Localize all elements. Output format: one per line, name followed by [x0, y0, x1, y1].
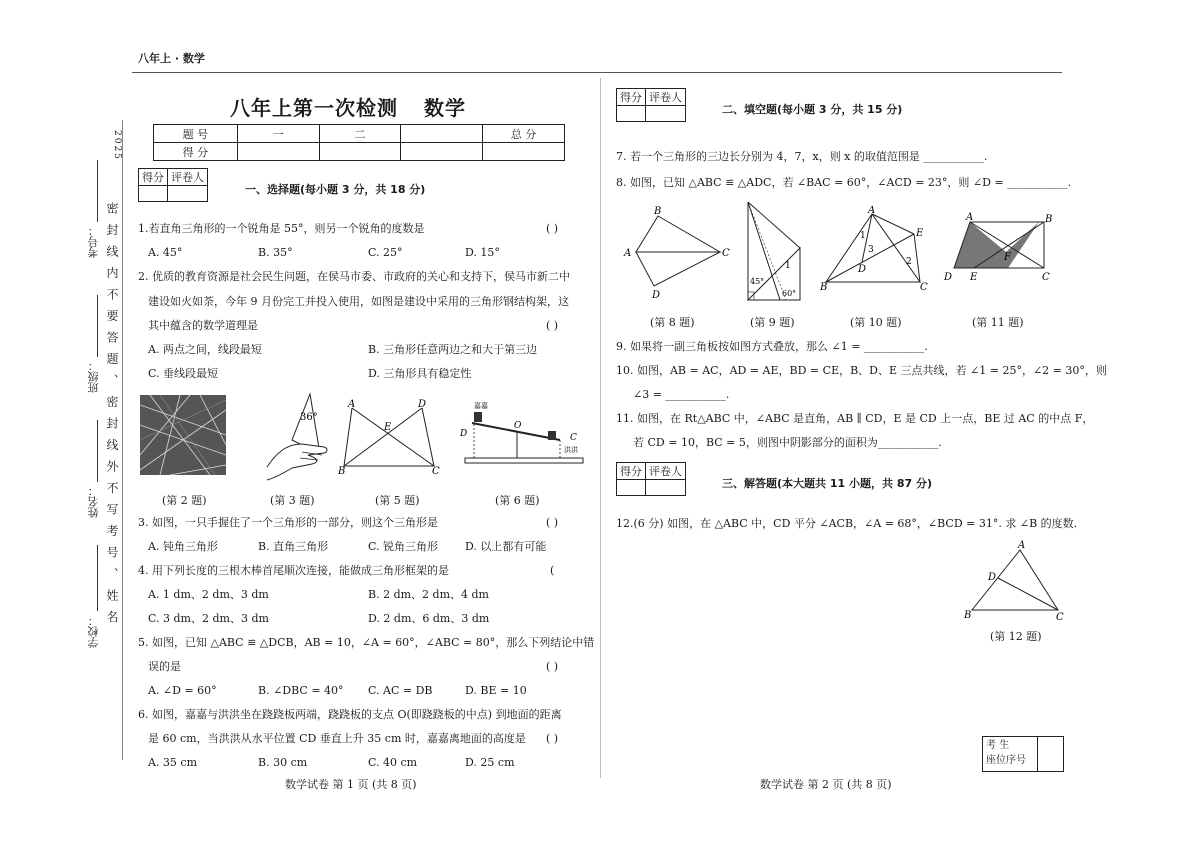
- q2-opt-c: C. 垂线段最短: [148, 367, 219, 380]
- exam-title: [230, 92, 466, 121]
- q8-label-d: D: [652, 290, 661, 300]
- q1-opt-b: B. 35°: [258, 246, 293, 259]
- q3-angle-label: 36°: [300, 412, 318, 423]
- exam-title-text: 八年上第一次检测: [230, 96, 398, 120]
- q6-opt-c: C. 40 cm: [368, 756, 418, 769]
- q8-text: 8. 如图，已知 △ABC ≌ △ADC，若 ∠BAC = 60°，∠ACD = 23°，则 ∠D = ___________.: [616, 176, 1072, 189]
- q10-label-3: 3: [868, 245, 874, 255]
- q5-label-d: D: [418, 399, 427, 410]
- seat-label-line1: 考 生: [986, 740, 1010, 751]
- column-divider: [600, 78, 601, 778]
- score-head-label: 题 号: [154, 125, 238, 143]
- grader-name-cell[interactable]: [646, 480, 686, 496]
- score-cell[interactable]: [237, 143, 319, 161]
- score-head-1: 一: [237, 125, 319, 143]
- grader-name-cell[interactable]: [646, 106, 686, 122]
- caption-fig6: (第 6 题): [495, 494, 540, 507]
- figure-q9: [742, 198, 806, 304]
- figure-q3-hand-triangle: [262, 392, 332, 482]
- q4-opt-b: B. 2 dm、2 dm、4 dm: [368, 588, 489, 601]
- seal-rule: [122, 120, 123, 760]
- grader-score-label: 得分: [617, 463, 646, 480]
- caption-fig11: (第 11 题): [972, 316, 1024, 329]
- field-class-line[interactable]: [97, 295, 98, 357]
- figure-q8: [622, 204, 732, 300]
- field-name: 姓名：: [87, 485, 100, 518]
- caption-fig9: (第 9 题): [750, 316, 795, 329]
- seat-number-cell[interactable]: [1037, 737, 1064, 771]
- q12-label-a: A: [1018, 540, 1026, 551]
- q10-label-1: 1: [860, 231, 866, 241]
- q2-opt-b: B. 三角形任意两边之和大于第三边: [368, 343, 538, 356]
- grader-score-cell[interactable]: [617, 480, 646, 496]
- q1-stem: 1.若直角三角形的一个锐角是 55°，则另一个锐角的度数是: [138, 222, 425, 235]
- q7-text: 7. 若一个三角形的三边长分别为 4，7，x，则 x 的取值范围是 ___________.: [616, 150, 988, 163]
- q10-label-a: A: [868, 206, 876, 216]
- grader-score-label: 得分: [139, 169, 168, 186]
- q2-line1: 2. 优质的教育资源是社会民生问题，在侯马市委、市政府的关心和支持下，侯马市新二中: [138, 270, 570, 283]
- q8-label-a: A: [624, 248, 632, 259]
- caption-fig12: (第 12 题): [990, 630, 1042, 643]
- q5-opt-b: B. ∠DBC = 40°: [258, 684, 344, 697]
- q9-label-60: 60°: [782, 289, 797, 298]
- grader-box-3: [616, 462, 686, 496]
- seat-label-line2: 座位序号: [986, 755, 1026, 766]
- q6-label-jiajia: 嘉嘉: [474, 402, 488, 410]
- q6-answer-paren[interactable]: ( ): [546, 732, 559, 745]
- q3-opt-b: B. 直角三角形: [258, 540, 329, 553]
- q2-answer-paren[interactable]: ( ): [546, 319, 559, 332]
- field-exam-number-line[interactable]: [97, 160, 98, 222]
- caption-fig3: (第 3 题): [270, 494, 315, 507]
- q10-label-c: C: [920, 282, 928, 292]
- q11-line2: 若 CD = 10，BC = 5，则图中阴影部分的面积为___________.: [633, 436, 942, 449]
- q10-line2: ∠3 = ___________.: [633, 388, 730, 401]
- q9-label-1: 1: [785, 261, 791, 271]
- q5-label-a: A: [348, 399, 356, 410]
- grader-name-label: 评卷人: [168, 169, 208, 186]
- running-title: 八年上 · 数学: [138, 52, 205, 65]
- header-rule: [132, 72, 1062, 73]
- q5-opt-a: A. ∠D = 60°: [148, 684, 217, 697]
- q1-opt-a: A. 45°: [148, 246, 183, 259]
- q5-opt-c: C. AC = DB: [368, 684, 433, 697]
- q6-label-c: C: [570, 433, 577, 443]
- field-class: 班级：: [87, 360, 100, 393]
- q11-label-a: A: [966, 212, 974, 223]
- q1-answer-paren[interactable]: ( ): [546, 222, 559, 235]
- field-school: 学校：: [87, 615, 100, 648]
- q9-text: 9. 如果将一副三角板按如图方式叠放，那么 ∠1 = ___________.: [616, 340, 928, 353]
- q2-opt-a: A. 两点之间，线段最短: [148, 343, 262, 356]
- score-table: [153, 124, 565, 161]
- figure-q6-seesaw: [460, 398, 590, 470]
- q5-line2: 误的是: [148, 660, 181, 673]
- q11-label-c: C: [1042, 272, 1050, 283]
- grader-score-cell[interactable]: [139, 186, 168, 202]
- q6-opt-b: B. 30 cm: [258, 756, 308, 769]
- q8-label-b: B: [654, 206, 662, 217]
- q4-opt-a: A. 1 dm、2 dm、3 dm: [148, 588, 269, 601]
- q4-answer-paren[interactable]: (: [550, 564, 555, 577]
- q10-label-b: B: [820, 282, 828, 292]
- q9-label-45: 45°: [750, 277, 765, 286]
- seal-line-text: 密封线内不要答题、密封线外不写考号、姓名: [105, 202, 119, 632]
- q11-label-d: D: [944, 272, 953, 283]
- q3-answer-paren[interactable]: ( ): [546, 516, 559, 529]
- caption-fig8: (第 8 题): [650, 316, 695, 329]
- q2-line2: 建设如火如荼，今年 9 月份完工并投入使用，如图是建设中采用的三角形钢结构架，这: [148, 295, 569, 308]
- field-school-line[interactable]: [97, 545, 98, 611]
- grader-name-cell[interactable]: [168, 186, 208, 202]
- footer-page2: 数学试卷 第 2 页 (共 8 页): [760, 778, 892, 791]
- score-head-2: 二: [319, 125, 401, 143]
- q12-text: 12.(6 分) 如图，在 △ABC 中，CD 平分 ∠ACB，∠A = 68°，∠BCD = 31°. 求 ∠B 的度数.: [616, 517, 1078, 530]
- field-name-line[interactable]: [97, 420, 98, 482]
- q3-opt-d: D. 以上都有可能: [465, 540, 547, 553]
- exam-subject: 数学: [424, 96, 466, 120]
- q2-opt-d: D. 三角形具有稳定性: [368, 367, 472, 380]
- score-head-total: 总 分: [483, 125, 565, 143]
- q3-opt-a: A. 钝角三角形: [148, 540, 218, 553]
- q12-label-b: B: [964, 610, 972, 621]
- q4-opt-c: C. 3 dm、2 dm、3 dm: [148, 612, 269, 625]
- figure-q5: [338, 398, 448, 478]
- q12-label-d: D: [988, 572, 997, 583]
- figure-q2-steel-structure: [140, 395, 226, 475]
- q3-opt-c: C. 锐角三角形: [368, 540, 439, 553]
- seat-number-box: [982, 736, 1064, 772]
- score-cell[interactable]: [401, 143, 483, 161]
- score-cell[interactable]: [483, 143, 565, 161]
- q10-line1: 10. 如图，AB = AC，AD = AE，BD = CE，B、D、E 三点共线，若 ∠1 = 25°，∠2 = 30°，则: [616, 364, 1107, 377]
- q11-label-b: B: [1045, 214, 1053, 225]
- q2-line3: 其中蕴含的数学道理是: [148, 319, 258, 332]
- q8-label-c: C: [722, 248, 730, 259]
- year-mark: 2025: [112, 130, 122, 161]
- q5-label-b: B: [338, 466, 346, 477]
- q5-answer-paren[interactable]: ( ): [546, 660, 559, 673]
- score-cell[interactable]: [319, 143, 401, 161]
- q5-opt-d: D. BE = 10: [465, 684, 527, 697]
- q12-label-c: C: [1056, 612, 1064, 622]
- caption-fig10: (第 10 题): [850, 316, 902, 329]
- q6-label-d: D: [460, 429, 468, 439]
- figure-q11: [940, 212, 1055, 288]
- q10-label-2: 2: [906, 257, 912, 267]
- grader-score-label: 得分: [617, 89, 646, 106]
- field-exam-number: 考号：: [87, 225, 100, 258]
- q6-line1: 6. 如图，嘉嘉与洪洪坐在跷跷板两端，跷跷板的支点 O(即跷跷板的中点) 到地面的距离: [138, 708, 562, 721]
- q10-label-d: D: [858, 264, 867, 275]
- caption-fig5: (第 5 题): [375, 494, 420, 507]
- q1-opt-c: C. 25°: [368, 246, 403, 259]
- q11-line1: 11. 如图，在 Rt△ABC 中，∠ABC 是直角，AB ∥ CD，E 是 CD 上一点，BE 过 AC 的中点 F，: [616, 412, 1094, 425]
- score-head-3: [401, 125, 483, 143]
- q10-label-e: E: [916, 228, 924, 239]
- q4-stem: 4. 用下列长度的三根木棒首尾顺次连接，能做成三角形框架的是: [138, 564, 449, 577]
- section-1-title: 一、选择题(每小题 3 分，共 18 分): [245, 183, 426, 196]
- section-2-title: 二、填空题(每小题 3 分，共 15 分): [722, 103, 903, 116]
- q6-line2: 是 60 cm，当洪洪从水平位置 CD 垂直上升 35 cm 时，嘉嘉离地面的高度是: [148, 732, 526, 745]
- q11-label-f: F: [1004, 252, 1011, 263]
- q4-opt-d: D. 2 dm、6 dm、3 dm: [368, 612, 490, 625]
- grader-name-label: 评卷人: [646, 89, 686, 106]
- q5-line1: 5. 如图，已知 △ABC ≌ △DCB，AB = 10，∠A = 60°，∠ABC = 80°，那么下列结论中错: [138, 636, 595, 649]
- q5-label-e: E: [384, 422, 392, 433]
- section-3-title: 三、解答题(本大题共 11 小题，共 87 分): [722, 477, 932, 490]
- q5-label-c: C: [432, 466, 440, 477]
- grader-score-cell[interactable]: [617, 106, 646, 122]
- q6-opt-d: D. 25 cm: [465, 756, 515, 769]
- grader-name-label: 评卷人: [646, 463, 686, 480]
- q1-opt-d: D. 15°: [465, 246, 500, 259]
- q3-stem: 3. 如图，一只手握住了一个三角形的一部分，则这个三角形是: [138, 516, 438, 529]
- q6-label-o: O: [514, 421, 522, 431]
- grader-box-2: [616, 88, 686, 122]
- grader-box-1: [138, 168, 208, 202]
- footer-page1: 数学试卷 第 1 页 (共 8 页): [285, 778, 417, 791]
- figure-q12: [962, 540, 1066, 622]
- q11-label-e: E: [970, 272, 978, 283]
- score-row-label: 得 分: [154, 143, 238, 161]
- caption-fig2: (第 2 题): [162, 494, 207, 507]
- q6-label-honghong: 洪洪: [564, 446, 578, 454]
- figure-q10: [820, 206, 932, 292]
- q6-opt-a: A. 35 cm: [148, 756, 198, 769]
